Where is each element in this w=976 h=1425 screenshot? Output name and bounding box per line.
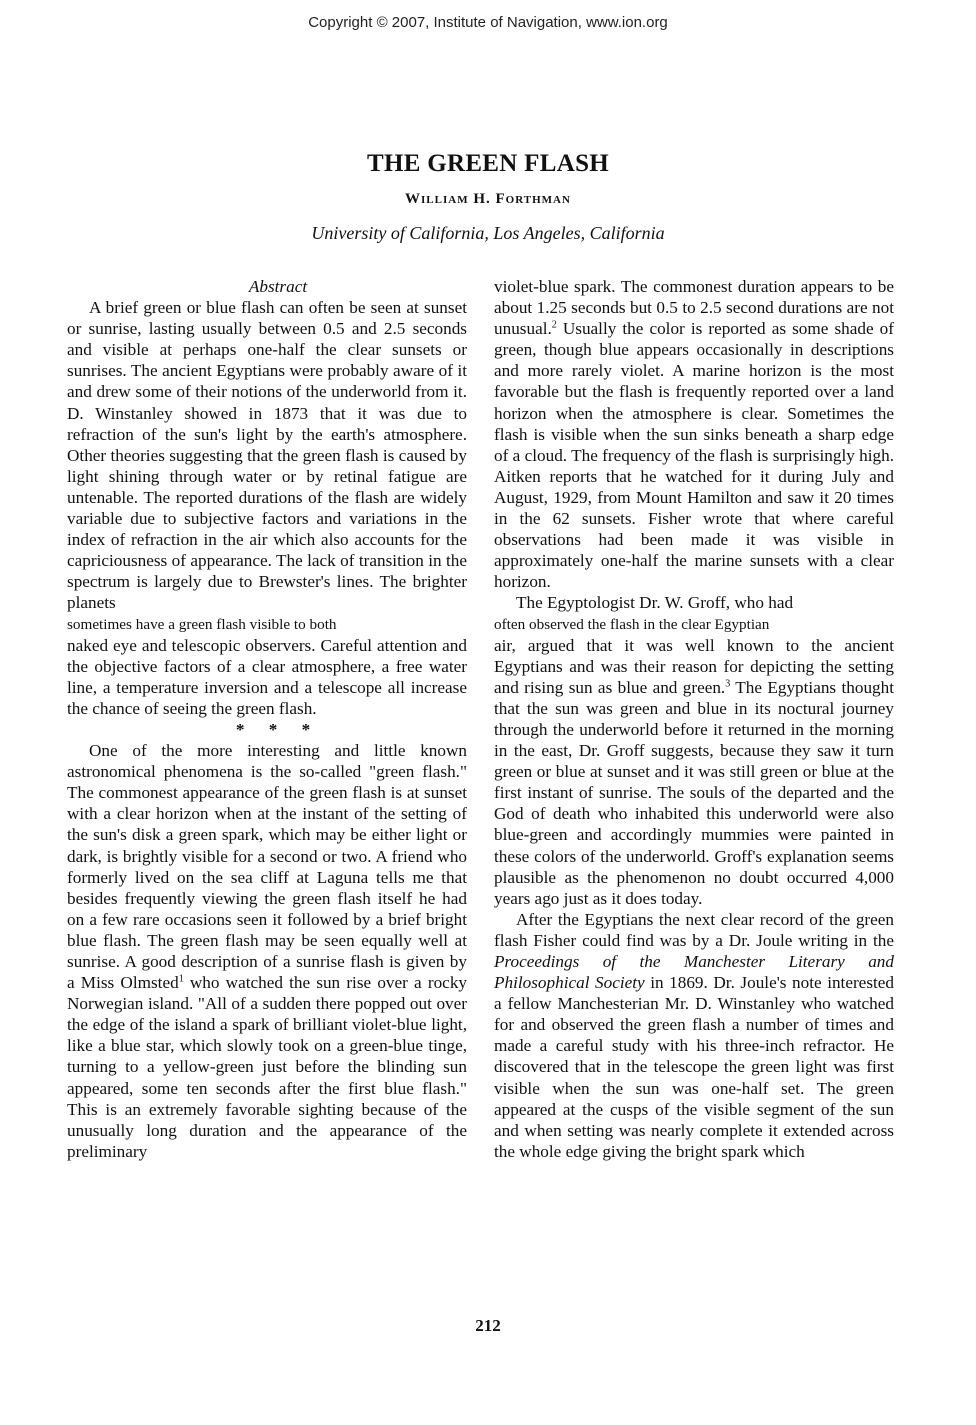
body-paragraph-3-line-1: The Egyptologist Dr. W. Groff, who had xyxy=(516,593,794,613)
copyright-notice: Copyright © 2007, Institute of Navigation, www.ion.org xyxy=(308,14,668,31)
article-title: THE GREEN FLASH xyxy=(366,150,610,177)
abstract-text-1: A brief green or blue flash can often be seen at sunset or sunrise, lasting usually between 0.5 and 2.5 seconds and visible at perhaps one-half the clear sunsets or sunrises. The ancient Egyptians were probably aware of it and drew some of their notions of the underworld from it. D. Winstanley showed in 1873 that it was due to refraction of the sun's light by the earth's atmosphere. Other theories suggesting that the green flash is caused by light shining through water or by retinal fatigue are untenable. The reported durations of the flash are widely variable due to subjective factors and variations in the index of refraction in the air which also accounts for the capriciousness of appearance. The lack of transition in the spectrum is largely due to Brewster's lines. The brighter planets xyxy=(67,298,467,613)
abstract-heading: Abstract xyxy=(248,277,308,296)
page-number: 212 xyxy=(475,1316,501,1335)
paragraph-1-text-a: One of the more interesting and little known astronomical phenomena is the so-called "green flash." The commonest appearance of the green flash is at sunset with a clear horizon when at the instant of the setting of the sun's disk a green spark, which may be either light or dark, is brightly visible for a second or two. A friend who formerly lived on the sea cliff at Laguna tells me that besides frequently viewing the green flash itself he had on a few rare occasions seen it followed by a brief bright blue flash. The green flash may be seen equally well at sunrise. A good description of a sunrise flash is given by a Miss Olmsted xyxy=(67,741,467,993)
body-paragraph-4 xyxy=(494,909,894,1162)
footnote-ref-1: 1 xyxy=(178,973,184,985)
journal-title: Proceedings of the Manchester Literary and Philosophical Society xyxy=(494,952,894,993)
abstract-text-3: naked eye and telescopic observers. Careful attention and the objective factors of a clear atmosphere, a free water line, a temperature inversion and a telescope all increase the chance of seeing the green flash. xyxy=(67,635,467,718)
article-author: William H. Forthman xyxy=(405,191,571,207)
left-column xyxy=(67,276,467,1162)
right-column xyxy=(494,276,894,1162)
footnote-ref-3: 3 xyxy=(725,678,731,690)
abstract-text-2: sometimes have a green flash visible to both xyxy=(67,615,337,633)
paragraph-2-text-b: Usually the color is reported as some shade of green, though blue appears occasionally in descriptions and more rarely violet. A marine horizon is the most favorable but the flash is frequently reported over a land horizon when the atmosphere is clear. Sometimes the flash is visible when the sun sinks beneath a sharp edge of a cloud. The frequency of the flash is surprisingly high. Aitken reports that he watched for it during July and August, 1929, from Mount Hamilton and saw it 20 times in the 62 sunsets. Fisher wrote that where careful observations had been made it was visible in approximately one-half the marine sunsets with a clear horizon. xyxy=(494,319,894,592)
paragraph-2-text-a: violet-blue spark. The commonest duration appears to be about 1.25 seconds but 0.5 to 2.5 second durations are not unusual. xyxy=(494,277,894,339)
paragraph-4-text-a: After the Egyptians the next clear record of the green flash Fisher could find was by a Dr. Joule writing in the xyxy=(494,909,894,950)
paragraph-3-text-c: The Egyptians thought that the sun was green and blue in its noctural journey through the underworld before it returned in the morning in the east, Dr. Groff suggests, because they saw it turn green or blue at sunset and it was still green or blue at the first instant of sunrise. The souls of the departed and the God of death who inhabited this underworld were also blue-green and accordingly mummies were painted in these colors of the underworld. Groff's explanation seems plausible as the phenomenon no doubt occurred 4,000 years ago just as it does today. xyxy=(494,677,894,908)
body-paragraph-3-line-2: often observed the flash in the clear Egyptian xyxy=(494,615,770,633)
paragraph-1-text-b: who watched the sun rise over a rocky Norwegian island. "All of a sudden there popped out over the edge of the island a spark of brilliant violet-blue light, like a blue star, which slowly took on a green-blue tinge, turning to a yellow-green just before the blinding sun appeared, some ten seconds after the first blue flash." This is an extremely favorable sighting because of the unusually long duration and the appearance of the preliminary xyxy=(67,973,468,1161)
footnote-ref-2: 2 xyxy=(551,319,557,331)
body-paragraph-3 xyxy=(494,635,894,909)
body-paragraph-2 xyxy=(494,276,894,592)
section-separator: * * * xyxy=(235,719,321,739)
body-paragraph-1 xyxy=(67,740,467,1162)
author-affiliation: University of California, Los Angeles, California xyxy=(311,223,665,243)
paragraph-4-text-b: in 1869. Dr. Joule's note interested a fellow Manchesterian Mr. D. Winstanley who watched for and observed the green flash a number of times and made a careful study with his three-inch refractor. He discovered that in the telescope the green light was first visible when the sun was one-half set. The green appeared at the cusps of the visible segment of the sun and when setting was nearly complete it extended across the whole edge giving the bright spark which xyxy=(494,973,894,1161)
paragraph-3-text-b: air, argued that it was well known to the ancient Egyptians and was their reason for depicting the setting and rising sun as blue and green. xyxy=(494,635,894,697)
